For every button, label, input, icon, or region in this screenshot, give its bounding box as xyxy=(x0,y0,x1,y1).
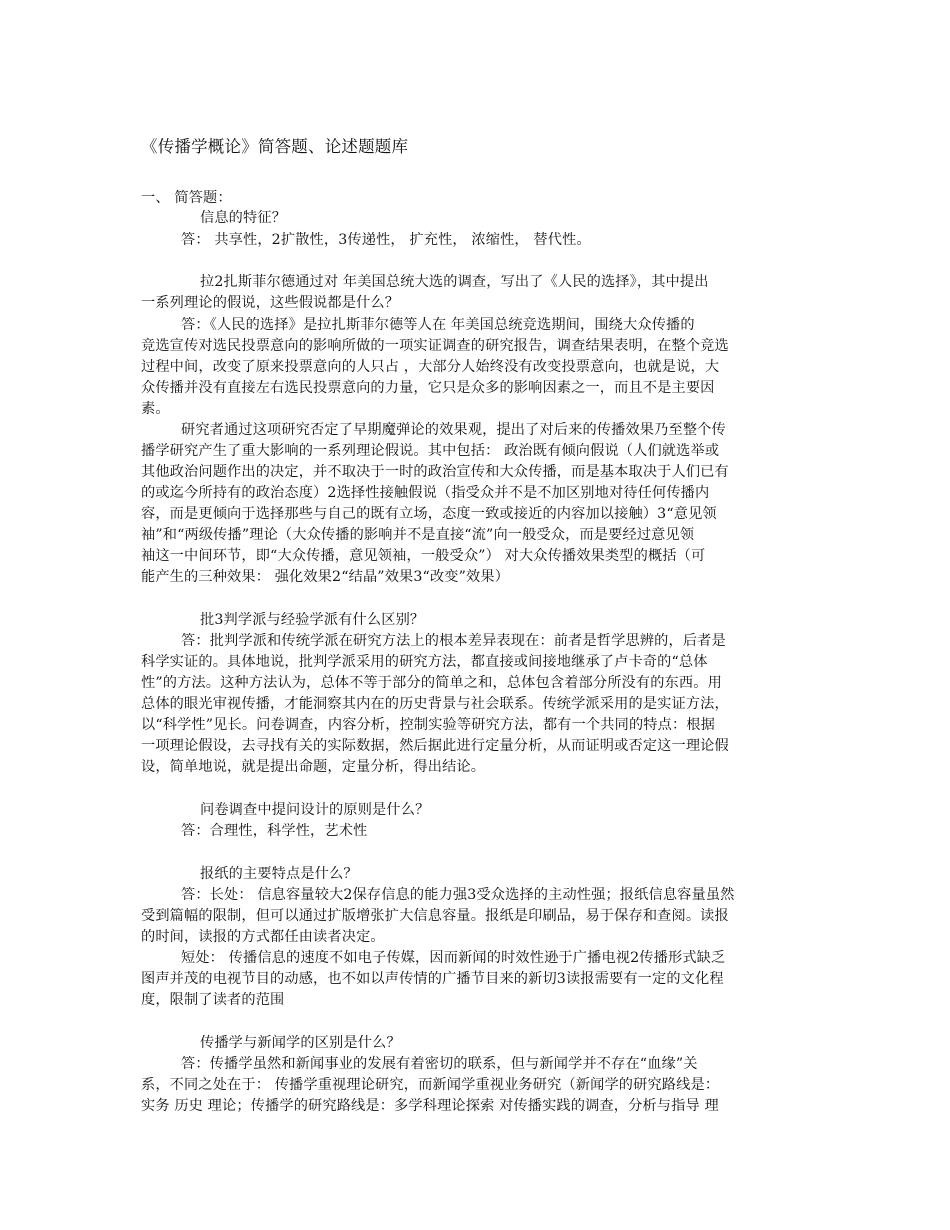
answer-6-line: 答：传播学虽然和新闻事业的发展有着密切的联系，但与新闻学并不存在“血缘”关 xyxy=(181,1056,698,1072)
answer-2-line: 袖这一中间环节，即“大众传播，意见领袖，一般受众”） 对大众传播效果类型的概括（可 xyxy=(141,548,706,564)
answer-5-line: 短处： 传播信息的速度不如电子传媒，因而新闻的时效性逊于广播电视2传播形式缺乏 xyxy=(181,950,726,966)
question-1: 信息的特征？ xyxy=(200,210,287,226)
answer-5-line: 度，限制了读者的范围 xyxy=(141,992,285,1008)
question-6: 传播学与新闻学的区别是什么？ xyxy=(200,1035,401,1051)
answer-4: 答：合理性，科学性，艺术性 xyxy=(181,823,368,839)
answer-5-line: 的时间，读报的方式都任由读者决定。 xyxy=(141,929,385,945)
answer-2-line: 容，而是更倾向于选择那些与自己的既有立场，态度一致或接近的内容加以接触）3“意见领 xyxy=(141,506,717,522)
question-4: 问卷调查中提问设计的原则是什么？ xyxy=(200,802,430,818)
answer-2-line: 素。 xyxy=(141,401,170,417)
document-title: 《传播学概论》简答题、论述题题库 xyxy=(141,137,409,156)
answer-2-line: 的或迄今所持有的政治态度）2选择性接触假说（指受众并不是不加区别地对待任何传播内 xyxy=(141,485,710,501)
answer-2-line: 播学研究产生了重大影响的一系列理论假说。其中包括： 政治既有倾向假说（人们就选举或 xyxy=(141,443,720,459)
answer-3-line: 总体的眼光审视传播，才能洞察其内在的历史背景与社会联系。传统学派采用的是实证方法， xyxy=(141,696,729,712)
answer-2-line: 研究者通过这项研究否定了早期魔弹论的效果观，提出了对后来的传播效果乃至整个传 xyxy=(181,422,726,438)
question-2-line-1: 拉2扎斯菲尔德通过对 年美国总统大选的调查，写出了《人民的选择》，其中提出 xyxy=(200,274,709,290)
answer-2-line: 答：《人民的选择》是拉扎斯菲尔德等人在 年美国总统竞选期间，围绕大众传播的 xyxy=(181,317,695,333)
answer-2-line: 竞选宣传对选民投票意向的影响所做的一项实证调查的研究报告，调查结果表明，在整个竞选 xyxy=(141,338,729,354)
answer-2-line: 其他政治问题作出的决定，并不取决于一时的政治宣传和大众传播，而是基本取决于人们已有 xyxy=(141,464,729,480)
answer-2-line: 过程中间，改变了原来投票意向的人只占 ，大部分人始终没有改变投票意向，也就是说，大 xyxy=(141,359,720,375)
question-2-line-2: 一系列理论的假说，这些假说都是什么？ xyxy=(141,295,400,311)
answer-5-line: 受到篇幅的限制，但可以通过扩版增张扩大信息容量。报纸是印刷品，易于保存和查阅。读报 xyxy=(141,908,729,924)
section-heading: 一、 简答题： xyxy=(141,190,232,206)
answer-1: 答： 共享性，2扩散性，3传递性， 扩充性， 浓缩性， 替代性。 xyxy=(181,232,591,248)
answer-3-line: 科学实证的。具体地说，批判学派采用的研究方法，都直接或间接地继承了卢卡奇的“总体 xyxy=(141,654,708,670)
answer-3-line: 性”的方法。这种方法认为，总体不等于部分的简单之和，总体包含着部分所没有的东西。用 xyxy=(141,675,722,691)
answer-3-line: 答：批判学派和传统学派在研究方法上的根本差异表现在：前者是哲学思辨的，后者是 xyxy=(181,633,726,649)
answer-5-line: 图声并茂的电视节目的动感，也不如以声传情的广播节目来的新切3读报需要有一定的文化程 xyxy=(141,971,724,987)
answer-2-line: 能产生的三种效果： 强化效果2“结晶”效果3“改变”效果） xyxy=(141,569,510,585)
question-5: 报纸的主要特点是什么？ xyxy=(200,866,358,882)
answer-5-line: 答：长处： 信息容量较大2保存信息的能力强3受众选择的主动性强；报纸信息容量虽然 xyxy=(181,887,735,903)
answer-3-line: 以“科学性”见长。问卷调查，内容分析，控制实验等研究方法，都有一个共同的特点：根据 xyxy=(141,717,715,733)
answer-3-line: 一项理论假设，去寻找有关的实际数据，然后据此进行定量分析，从而证明或否定这一理论假 xyxy=(141,738,729,754)
answer-2-line: 众传播并没有直接左右选民投票意向的力量，它只是众多的影响因素之一，而且不是主要因 xyxy=(141,380,715,396)
question-3: 批3判学派与经验学派有什么区别？ xyxy=(200,612,425,628)
answer-6-line: 实务 历史 理论；传播学的研究路线是：多学科理论探索 对传播实践的调查，分析与指导 理 xyxy=(141,1098,719,1114)
answer-3-line: 设，简单地说，就是提出命题，定量分析，得出结论。 xyxy=(141,759,486,775)
answer-2-line: 袖”和“两级传播”理论（大众传播的影响并不是直接“流”向一般受众，而是要经过意见领 xyxy=(141,527,695,543)
answer-6-line: 系，不同之处在于： 传播学重视理论研究，而新闻学重视业务研究（新闻学的研究路线是： xyxy=(141,1077,720,1093)
